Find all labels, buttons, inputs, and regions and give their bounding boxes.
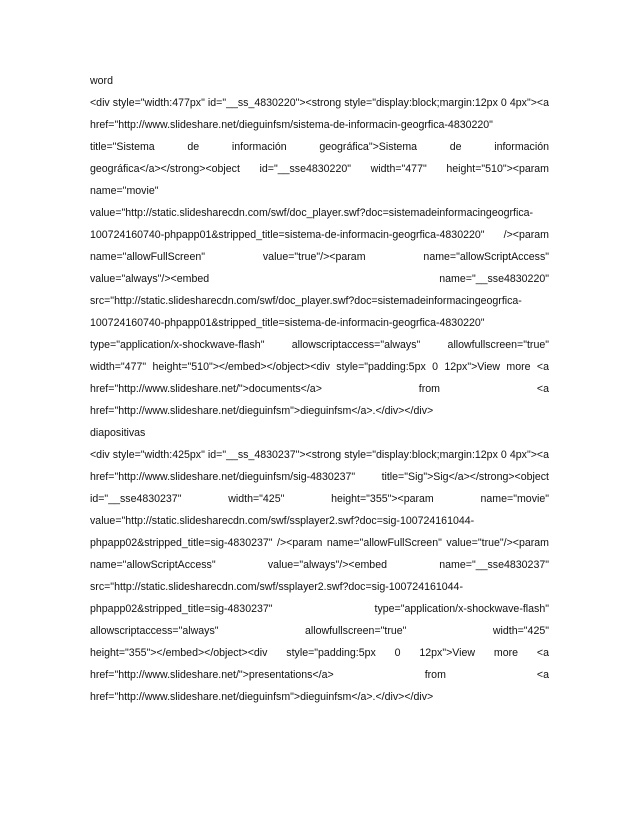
text-line: 100724160740-phpapp01&stripped_title=sistema-de-informacin-geogrfica-4830220" /><param	[90, 229, 549, 241]
text-line: href="http://www.slideshare.net/dieguinfsm">dieguinfsm</a>.</div></div>	[90, 405, 434, 417]
text-line: title="Sistema de información geográfica">Sistema de información	[90, 141, 549, 153]
text-line: <div style="width:425px" id="__ss_4830237"><strong style="display:block;margin:12px 0 4px"><a	[90, 449, 549, 461]
text-line: name="allowFullScreen" value="true"/><param name="allowScriptAccess"	[90, 251, 549, 263]
text-line: href="http://www.slideshare.net/dieguinfsm/sistema-de-informacin-geogrfica-4830220"	[90, 119, 493, 131]
text-line: value="http://static.slidesharecdn.com/swf/doc_player.swf?doc=sistemadeinformacingeogrfica-	[90, 207, 534, 219]
text-line: 100724160740-phpapp01&stripped_title=sistema-de-informacin-geogrfica-4830220"	[90, 317, 485, 329]
text-line: name="allowScriptAccess" value="always"/><embed name="__sse4830237"	[90, 559, 549, 571]
text-line: diapositivas	[90, 427, 146, 439]
text-line: href="http://www.slideshare.net/">documents</a> from <a	[90, 383, 549, 395]
text-line: word	[90, 75, 113, 87]
text-line: value="always"/><embed name="__sse4830220"	[90, 273, 549, 285]
text-line: allowscriptaccess="always" allowfullscreen="true" width="425"	[90, 625, 549, 637]
text-line: width="477" height="510"></embed></object><div style="padding:5px 0 12px">View more <a	[90, 361, 549, 373]
text-line: type="application/x-shockwave-flash" allowscriptaccess="always" allowfullscreen="true"	[90, 339, 549, 351]
text-line: href="http://www.slideshare.net/dieguinfsm/sig-4830237" title="Sig">Sig</a></strong><object	[90, 471, 549, 483]
text-line: geográfica</a></strong><object id="__sse4830220" width="477" height="510"><param	[90, 163, 549, 175]
document-body	[90, 70, 549, 708]
text-line: src="http://static.slidesharecdn.com/swf/ssplayer2.swf?doc=sig-100724161044-	[90, 581, 463, 593]
text-line: phpapp02&stripped_title=sig-4830237" /><param name="allowFullScreen" value="true"/><param	[90, 537, 549, 549]
text-line: value="http://static.slidesharecdn.com/swf/ssplayer2.swf?doc=sig-100724161044-	[90, 515, 475, 527]
text-line: phpapp02&stripped_title=sig-4830237" type="application/x-shockwave-flash"	[90, 603, 549, 615]
text-line: <div style="width:477px" id="__ss_4830220"><strong style="display:block;margin:12px 0 4px"><a	[90, 97, 549, 109]
text-line: href="http://www.slideshare.net/">presentations</a> from <a	[90, 669, 549, 681]
text-line: src="http://static.slidesharecdn.com/swf/doc_player.swf?doc=sistemadeinformacingeogrfica-	[90, 295, 522, 307]
text-line: href="http://www.slideshare.net/dieguinfsm">dieguinfsm</a>.</div></div>	[90, 691, 434, 703]
text-line: height="355"></embed></object><div style="padding:5px 0 12px">View more <a	[90, 647, 549, 659]
text-line: name="movie"	[90, 185, 159, 197]
text-line: id="__sse4830237" width="425" height="355"><param name="movie"	[90, 493, 549, 505]
